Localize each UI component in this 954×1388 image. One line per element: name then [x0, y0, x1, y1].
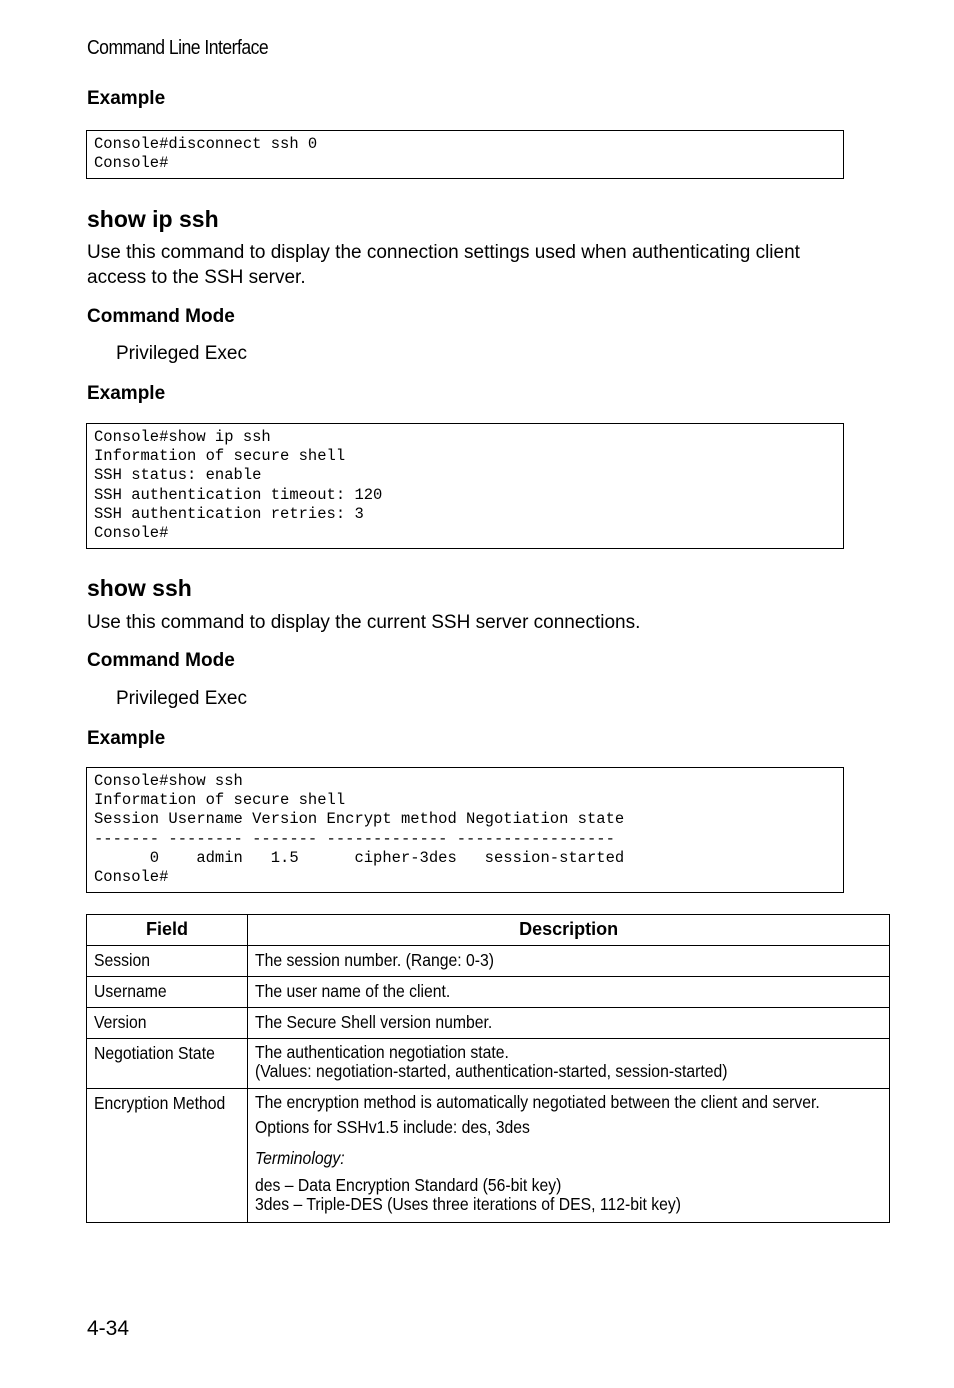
code-line: SSH status: enable: [94, 466, 262, 485]
command-mode-label: Command Mode: [87, 650, 235, 671]
page-number: 4-34: [87, 1317, 130, 1340]
code-line: Information of secure shell: [94, 791, 346, 810]
code-line: Console#: [94, 867, 169, 886]
column-header-description: Description: [247, 915, 889, 946]
description-text: The encryption method is automatically negotiated between the client and server.: [254, 1092, 820, 1112]
description-text: Options for SSHv1.5 include: des, 3des: [254, 1117, 530, 1137]
code-line: 0 admin 1.5 cipher-3des session-started: [94, 848, 625, 867]
section-title-show-ssh: show ssh: [87, 575, 192, 601]
section-description: Use this command to display the current SSH server connections.: [87, 612, 641, 633]
code-line: Information of secure shell: [94, 447, 346, 466]
code-block-disconnect: [86, 130, 844, 179]
description-text: The authentication negotiation state.: [254, 1042, 509, 1062]
code-line: Console#: [94, 523, 169, 542]
example-label: Example: [87, 88, 166, 109]
table-row: [87, 977, 890, 1008]
field-name: Encryption Method: [94, 1093, 226, 1113]
code-line: Console#: [94, 154, 169, 173]
field-name: Negotiation State: [94, 1043, 215, 1063]
table-row: [87, 946, 890, 977]
table-header-row: [87, 915, 890, 946]
command-mode-label: Command Mode: [87, 306, 235, 327]
running-head: Command Line Interface: [87, 37, 269, 59]
field-cell: [87, 946, 248, 977]
code-line: Console#show ip ssh: [94, 428, 271, 446]
description-text: The user name of the client.: [254, 981, 451, 1001]
table-row: [87, 1039, 890, 1089]
description-cell: [247, 946, 889, 977]
field-name: Username: [94, 981, 167, 1001]
code-line: SSH authentication timeout: 120: [94, 485, 383, 504]
field-name: Session: [94, 950, 151, 970]
code-line: Session Username Version Encrypt method Negotiation state: [94, 810, 625, 829]
description-cell: [247, 1089, 889, 1223]
code-block-show-ssh: [86, 767, 844, 893]
code-line: Console#disconnect ssh 0: [94, 135, 318, 153]
code-block-show-ip-ssh: [86, 423, 844, 549]
code-line: ------- -------- ------- ------------- -----------------: [94, 829, 615, 848]
field-cell: [87, 1039, 248, 1089]
command-mode-value: Privileged Exec: [116, 688, 247, 709]
field-description-table: [86, 914, 890, 1223]
field-name: Version: [94, 1012, 147, 1032]
table-row: [87, 1008, 890, 1039]
section-title-show-ip-ssh: show ip ssh: [87, 206, 219, 232]
terminology-label: Terminology:: [254, 1148, 345, 1168]
description-cell: [247, 977, 889, 1008]
description-text: des – Data Encryption Standard (56-bit key): [254, 1175, 562, 1195]
code-line: Console#show ssh: [94, 772, 243, 790]
column-header-field: Field: [87, 915, 248, 946]
field-cell: [87, 977, 248, 1008]
description-text: (Values: negotiation-started, authentication-started, session-started): [254, 1061, 728, 1081]
code-line: SSH authentication retries: 3: [94, 504, 364, 523]
table-row: [87, 1089, 890, 1223]
example-label: Example: [87, 383, 166, 404]
description-cell: [247, 1039, 889, 1089]
section-description: Use this command to display the connection settings used when authenticating client access to the SSH server.: [87, 242, 800, 288]
example-label: Example: [87, 728, 166, 749]
description-text: 3des – Triple-DES (Uses three iterations of DES, 112-bit key): [254, 1194, 681, 1214]
command-mode-value: Privileged Exec: [116, 343, 247, 364]
description-text: The Secure Shell version number.: [254, 1012, 493, 1032]
description-text: The session number. (Range: 0-3): [254, 950, 494, 970]
description-cell: [247, 1008, 889, 1039]
field-cell: [87, 1089, 248, 1223]
field-cell: [87, 1008, 248, 1039]
